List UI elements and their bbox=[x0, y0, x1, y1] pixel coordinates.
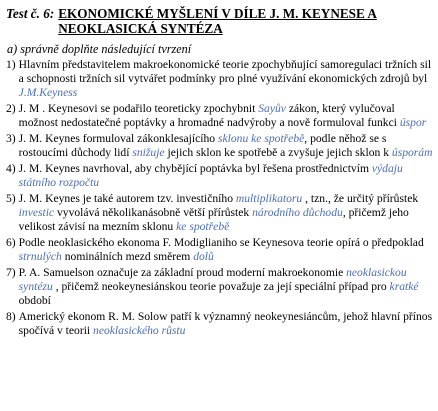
answer-blank: dolů bbox=[193, 250, 214, 263]
statement-segment: J. M . Keynesovi se podařilo teoreticky zpochybnit bbox=[18, 102, 259, 115]
statement-text bbox=[19, 310, 434, 338]
statement-number: 4) bbox=[6, 162, 16, 175]
statement-number: 8) bbox=[6, 310, 16, 323]
statement-3 bbox=[6, 132, 434, 160]
statement-segment: období bbox=[18, 294, 51, 307]
statement-segment: nominálních mezd směrem bbox=[61, 250, 194, 263]
statement-segment: Americký ekonom R. M. Solow patří k významný neokeynesiáncům, jehož hlavní přínos spočívá v teorii bbox=[18, 310, 433, 337]
statement-text bbox=[19, 192, 434, 234]
statement-number: 5) bbox=[6, 192, 16, 205]
answer-blank: investic bbox=[18, 206, 55, 219]
statement-segment: Hlavním představitelem makroekonomické teorie zpochybňující samoregulaci tržních sil a schopnosti tržních sil vytvářet podmínky pro plné využívání ekonomických zdrojů byl bbox=[18, 58, 432, 85]
answer-blank: snižuje bbox=[132, 146, 165, 159]
instruction: a) správně doplňte následující tvrzení bbox=[7, 42, 192, 56]
statement-segment: Podle neoklasického ekonoma F. Modiglianiho se Keynesova teorie opírá o předpoklad bbox=[18, 236, 424, 249]
statement-number: 2) bbox=[6, 102, 16, 115]
statement-7 bbox=[6, 266, 434, 308]
test-header bbox=[6, 6, 434, 36]
statement-segment: J. M. Keynes navrhoval, aby chybějící poptávka byl řešena prostřednictvím bbox=[18, 162, 372, 175]
answer-blank: úsporám bbox=[391, 146, 433, 159]
answer-blank: sklonu ke spotřebě bbox=[217, 132, 305, 145]
statement-5 bbox=[6, 192, 434, 234]
statement-segment: , přičemž neokeynesiánskou teorie považuje za její speciální případ pro bbox=[52, 280, 390, 293]
answer-blank: strnulých bbox=[18, 250, 62, 263]
statement-number: 1) bbox=[6, 58, 16, 71]
statement-text bbox=[19, 266, 434, 308]
statement-number: 6) bbox=[6, 236, 16, 249]
statement-6 bbox=[6, 236, 434, 264]
answer-blank: J.M.Keyness bbox=[18, 86, 78, 99]
test-title bbox=[58, 6, 377, 36]
test-label: Test č. 6: bbox=[6, 6, 55, 21]
statement-segment: , tzn., že určitý přírůstek bbox=[302, 192, 419, 205]
statement-text bbox=[19, 58, 434, 100]
statement-text bbox=[19, 102, 434, 130]
test-title-line-1: EKONOMICKÉ MYŠLENÍ V DÍLE J. M. KEYNESE A bbox=[58, 6, 377, 21]
answer-blank: kratké bbox=[389, 280, 419, 293]
answer-blank: výdaju státního rozpočtu bbox=[18, 162, 403, 189]
statement-segment: J. M. Keynes formuloval zákonklesajícího bbox=[18, 132, 218, 145]
answer-blank: neoklasickou syntézu bbox=[18, 266, 407, 293]
statement-segment: jejich sklon ke spotřebě a zvyšuje jejich sklon k bbox=[164, 146, 392, 159]
answer-blank: Sayův bbox=[258, 102, 286, 115]
statement-segment: , přičemž jeho velikost závisí na mezním sklonu bbox=[18, 206, 409, 233]
statement-4 bbox=[6, 162, 434, 190]
statement-text bbox=[19, 132, 434, 160]
statement-number: 3) bbox=[6, 132, 16, 145]
statement-segment: , podle něhož se s rostoucími důchody lidí bbox=[18, 132, 387, 159]
statement-8 bbox=[6, 310, 434, 338]
statement-segment: P. A. Samuelson označuje za základní proud moderní makroekonomie bbox=[18, 266, 347, 279]
answer-blank: multiplikatoru bbox=[235, 192, 303, 205]
statement-segment: J. M. Keynes je také autorem tzv. investičního bbox=[18, 192, 236, 205]
answer-blank: ke spotřebě bbox=[176, 220, 230, 233]
statement-segment: zákon, který vylučoval možnost nedostatečné poptávky a hromadné nadvýroby a nově formuloval funkci bbox=[18, 102, 400, 129]
statement-2 bbox=[6, 102, 434, 130]
answer-blank: úspor bbox=[399, 116, 427, 129]
answer-blank: národního důchodu bbox=[252, 206, 343, 219]
statement-text bbox=[19, 236, 434, 264]
statement-text bbox=[19, 162, 434, 190]
test-title-line-2: NEOKLASICKÁ SYNTÉZA bbox=[58, 21, 223, 36]
statement-1 bbox=[6, 58, 434, 100]
statement-number: 7) bbox=[6, 266, 16, 279]
statement-segment: vyvolává několikanásobně větší přírůstek bbox=[54, 206, 253, 219]
answer-blank: neoklasického růstu bbox=[93, 324, 186, 337]
